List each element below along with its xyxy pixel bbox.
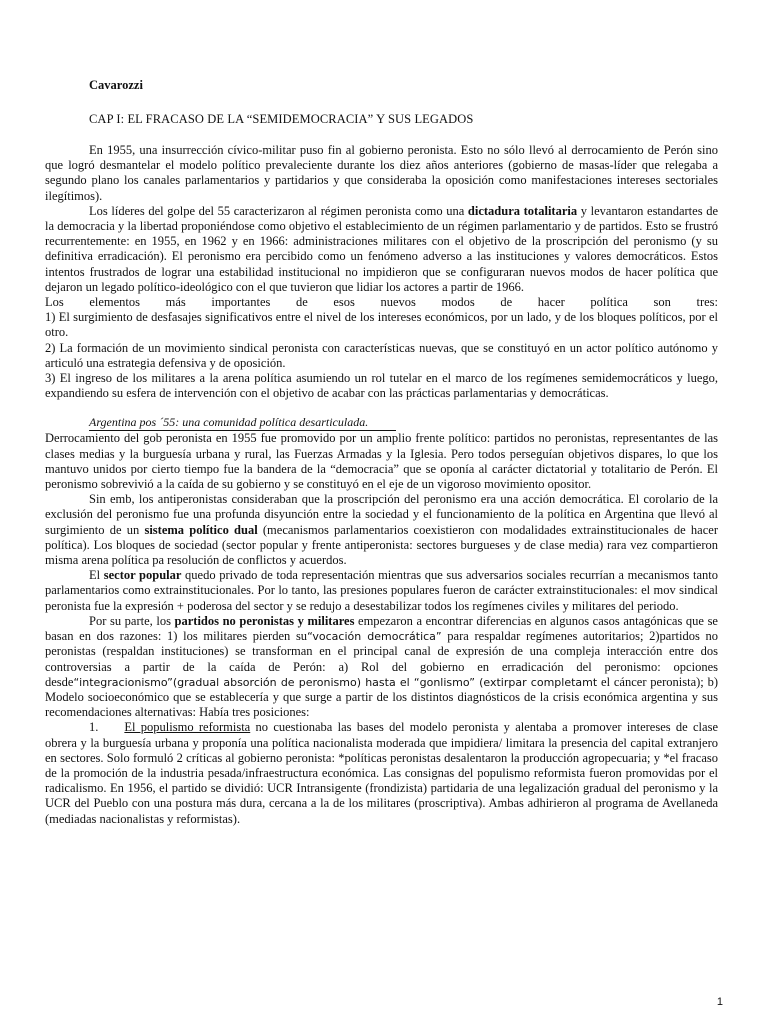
- bold-term-partidos: partidos no peronistas y militares: [174, 613, 355, 628]
- paragraph-2-text-c: y levantaron estandartes de la democracia y la libertad proponiéndose como objetivo el establecimiento de un régimen parlamentario y de partidos. Esto se frustró recurrentemente: en 1955, en 1962 y en 1966: administraciones militares con el objetivo de la proscripción del peronismo (y su definitiva erradicación). El peronismo era percibido como un fenómeno adverso a las instituciones y valores democráticos. Estos intentos frustrados de lograr una estabilidad institucional no impidieron que se configuraran nuevos modos de hacer política que dejaron un legado político-ideológico con el que tuvieron que lidiar los actores a partir de 1966.: [45, 203, 718, 294]
- list-item-1: 1) El surgimiento de desfasajes significativos entre el nivel de los intereses económicos, por un lado, y de los bloques políticos, por el otro.: [45, 310, 718, 340]
- list-item-3: 3) El ingreso de los militares a la arena política asumiendo un rol tutelar en el marco de los regímenes semidemocráticos y luego, expandiendo su esfera de intervención con el objetivo de acabar con las prácticas parlamentarias y democráticas.: [45, 371, 718, 401]
- author-heading: Cavarozzi: [89, 78, 143, 92]
- paragraph-7-quote-integracionismo: “integracionismo”(gradual absorción de peronismo) hasta el “gonlismo” (extirpar completamt: [73, 675, 598, 689]
- paragraph-8: [45, 720, 718, 826]
- paragraph-2-text-a: Los líderes del golpe del 55 caracterizaron al régimen peronista como una: [89, 203, 468, 218]
- paragraph-7-quote-vocacion: “vocación democrática”: [307, 630, 442, 644]
- paragraph-5-text-c: (mecanismos parlamentarios coexistieron con modalidades extrainstitucionales de hacer política). Los bloques de sociedad (sector popular y frente antiperonista: sectores burgueses y de clase media) rara vez compartieron misma arena política pa resolución de conflictos y acuerdos.: [45, 522, 718, 568]
- paragraph-6-text-c: quedo privado de toda representación mientras que sus adversarios sociales recurrían a mecanismos tanto parlamentarios como extrainstitucionales. Por lo tanto, las presiones populares fueron de carácter extrainstitucionales: el mov sindical peronista fue la expresión + poderosa del sector y se redujo a desestabilizar todos los regímenes civiles y militares del periodo.: [45, 568, 719, 613]
- page-number: 1: [716, 996, 723, 1008]
- paragraph-7-text-e: para respaldar regímenes autoritarios; 2)partidos no peronistas (respaldan instituciones) se transforman en el principal canal de expresión de una compleja interacción entre dos controversias a partir de la caída de Perón: a) Rol del gobierno en erradicación del peronismo: opciones desde: [45, 629, 718, 689]
- paragraph-3: Los elementos más importantes de esos nuevos modos de hacer política son tres:: [45, 295, 718, 310]
- paragraph-5: [45, 492, 718, 568]
- paragraph-6: [45, 568, 718, 614]
- paragraph-7-text-a: Por su parte, los: [89, 613, 175, 628]
- paragraph-7-text-c: empezaron a encontrar diferencias en algunos casos antagónicas que se basan en dos razones: 1) los militares pierden su: [45, 613, 718, 644]
- list-item-2: 2) La formación de un movimiento sindical peronista con características nuevas, que se constituyó en un actor político autónomo y articuló una estrategia defensiva y de oposición.: [45, 340, 718, 370]
- section-heading: Argentina pos ´55: una comunidad política desarticulada.: [89, 415, 396, 431]
- list-number: 1.: [89, 720, 99, 735]
- bold-term-sistema-dual: sistema político dual: [144, 522, 258, 537]
- paragraph-7-text-g: el cáncer peronista); b) Modelo socioeconómico que se establecería y que surge a partir de los distintos diagnósticos de la crisis económica argentina y sus recomendaciones alternativas: Había tres posiciones:: [45, 674, 718, 720]
- paragraph-1: En 1955, una insurrección cívico-militar puso fin al gobierno peronista. Esto no sólo llevó al derrocamiento de Perón sino que logró desmantelar el modelo político prevaleciente durante los diez años anteriores (gobierno de masas-líder que relegaba a segundo plano los canales parlamentarios y partidarios y que consideraba la oposición como manifestaciones intereses sectoriales ilegítimos).: [45, 143, 718, 203]
- underlined-term-populismo: El populismo reformista: [124, 720, 251, 735]
- paragraph-4: Derrocamiento del gob peronista en 1955 fue promovido por un amplio frente político: partidos no peronistas, representantes de las clases medias y la burguesía urbana y rural, las Fuerzas Armadas y la Iglesia. Pero todos perseguían objetivos dispares, lo que los mantuvo unidos por cierto tiempo fue la bandera de la “democracia” que se oponía al carácter dictatorial y totalitario de Perón. El peronismo sobrevivió a la caída de su gobierno y se constituyó en el eje de un vigoroso movimiento opositor.: [45, 431, 718, 492]
- paragraph-7: [45, 614, 718, 720]
- paragraph-5-text-a: Sin emb, los antiperonistas consideraban que la proscripción del peronismo era una acción democrática. El corolario de la exclusión del peronismo fue una profunda disyunción entre la sociedad y el funcionamiento de la política en Argentina que llevó al surgimiento de un: [45, 492, 718, 537]
- paragraph-8-text: no cuestionaba las bases del modelo peronista y alentaba a promover intereses de clase obrera y la burguesía urbana y proponía una política nacionalista moderada que impidiera/ limitara la presencia del capital extranjero en sectores. Solo formuló 2 críticas al gobierno peronista: *políticas peronistas desalentaron la producción agropecuaria; y *el fracaso de la promoción de la industria pesada/infraestructura económica. Las consignas del populismo reformista fueron promovidas por el radicalismo. En 1956, el partido se dividió: UCR Intransigente (frondizista) partidaria de una legalización gradual del peronismo y la UCR del Pueblo con una postura más dura, cercana a la de los militares (proscriptiva). Ambas adhirieron al programa de Avellaneda (mediadas nacionalistas y reformistas).: [45, 720, 718, 826]
- chapter-title: CAP I: EL FRACASO DE LA “SEMIDEMOCRACIA” Y SUS LEGADOS: [89, 112, 474, 126]
- bold-term-sector-popular: sector popular: [103, 568, 182, 583]
- paragraph-6-text-a: El: [89, 568, 104, 583]
- paragraph-2: [45, 204, 718, 295]
- bold-term-dictadura: dictadura totalitaria: [467, 203, 578, 218]
